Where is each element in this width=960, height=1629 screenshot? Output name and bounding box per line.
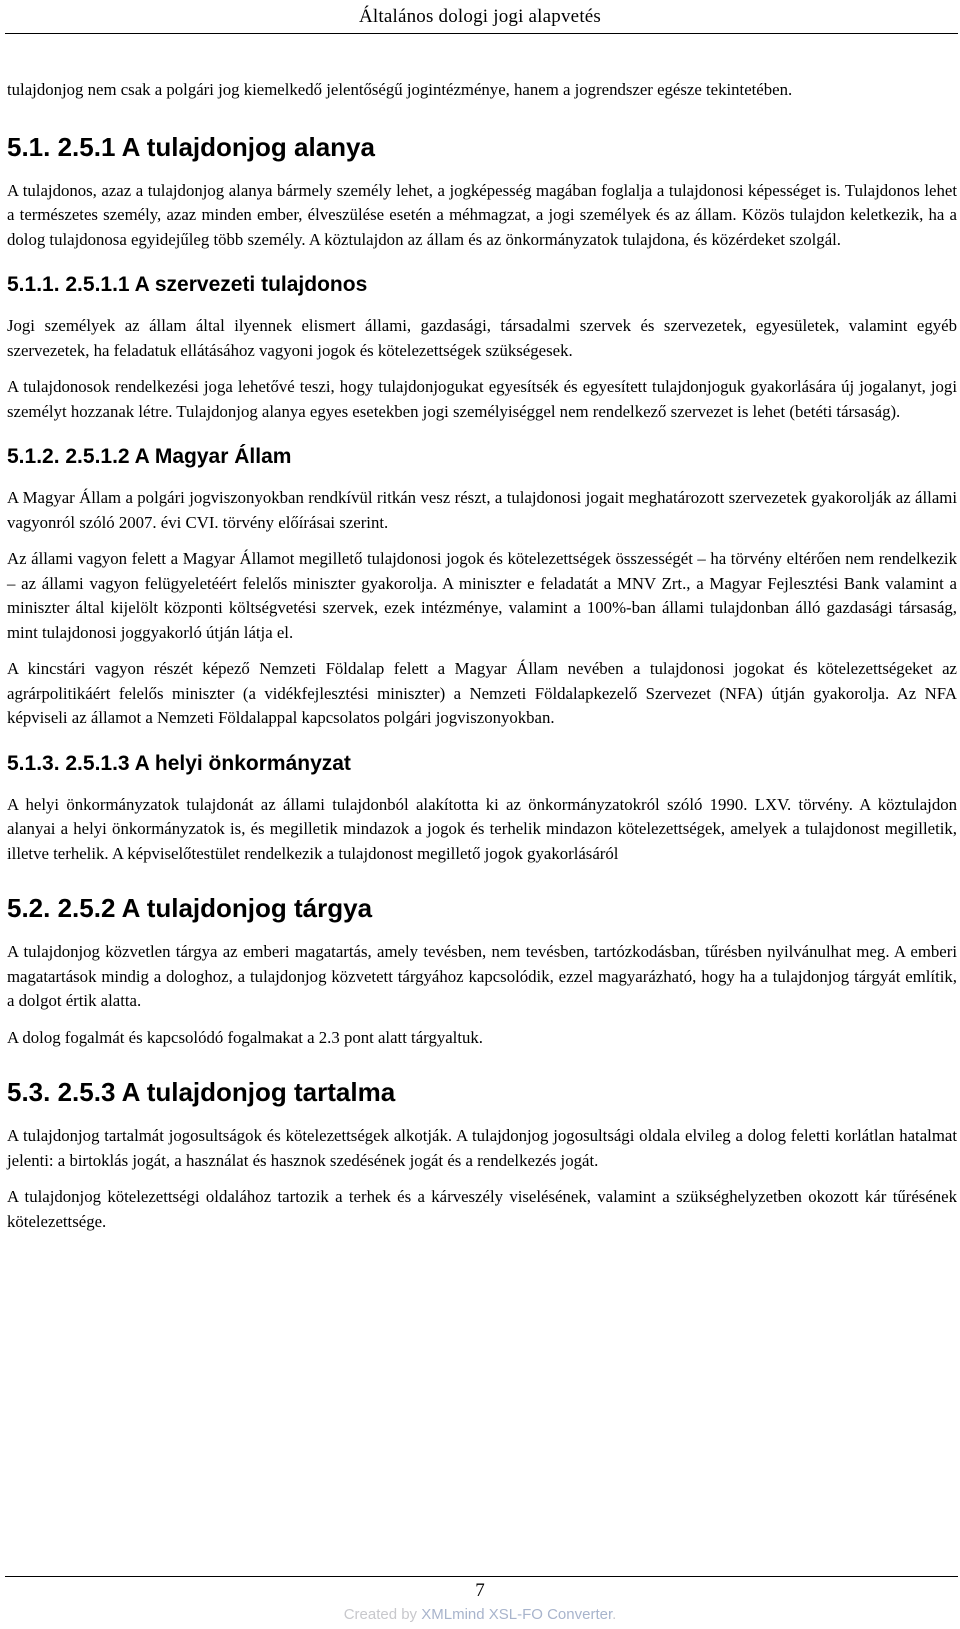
watermark-prefix: Created by: [343, 1606, 422, 1623]
watermark-brand: XMLmind XSL-FO Converter: [421, 1606, 613, 1623]
subsection-heading-helyi-onkormanyzat: 5.1.3. 2.5.1.3 A helyi önkormányzat: [7, 751, 351, 775]
converter-watermark: [0, 1606, 960, 1624]
paragraph: A Magyar Állam a polgári jogviszonyokban rendkívül ritkán vesz részt, a tulajdonosi jogait meghatározott szervezetek gyakorolják az állami vagyonról szóló 2007. évi CVI. törvény előírásai szerint.: [7, 488, 957, 532]
paragraph: Jogi személyek az állam által ilyennek elismert állami, gazdasági, társadalmi szervek és szervezetek, egyesületek, valamint egyéb szervezetek, ha feladatuk ellátásához vagyoni jogok és kötelezettségek szükségesek.: [7, 316, 957, 360]
page-number: 7: [475, 1580, 485, 1601]
paragraph: A tulajdonjog tartalmát jogosultságok és kötelezettségek alkotják. A tulajdonjog jogosultsági oldala elvileg a dolog feletti korlátlan hatalmat jelenti: a birtoklás jogát, a használat és hasznok szedésének jogát és a rendelkezés jogát.: [7, 1126, 957, 1170]
section-heading-tulajdonjog-targya: 5.2. 2.5.2 A tulajdonjog tárgya: [7, 893, 373, 923]
document-body: [7, 78, 957, 1246]
paragraph: Az állami vagyon felett a Magyar Államot megillető tulajdonosi jogok és kötelezettségek összességét – ha törvény eltérően nem rendelkezik – az állami vagyon felügyeletéért felelős miniszter gyakorolja. A miniszter e feladatát a MNV Zrt., a Magyar Fejlesztési Bank valamint a miniszter által kijelölt központi költségvetési szervek, ezek intézménye, valamint a 100%-ban állami tulajdonban álló gazdasági társaság, mint tulajdonosi joggyakorló útján látja el.: [7, 549, 957, 642]
footer-divider: [5, 1576, 958, 1577]
paragraph: A tulajdonos, azaz a tulajdonjog alanya bármely személy lehet, a jogképesség magában foglalja a tulajdonosi képességet is. Tulajdonos lehet a természetes személy, azaz minden ember, élveszülése esetén a méhmagzat, a jogi személyek és az állam. Közös tulajdon keletkezik, ha a dolog tulajdonosa egyidejűleg több személy. A köztulajdon az állam és az önkormányzatok tulajdona, és közérdeket szolgál.: [7, 180, 957, 249]
section-heading-tulajdonjog-tartalma: 5.3. 2.5.3 A tulajdonjog tartalma: [7, 1077, 396, 1107]
paragraph: A helyi önkormányzatok tulajdonát az állami tulajdonból alakította ki az önkormányzatokról szóló 1990. LXV. törvény. A köztulajdon alanyai a helyi önkormányzatok is, és megilletik mindazok a jogok és terhelik mindazon kötelezettségek, amelyek a tulajdonost megilletik, illetve terhelik. A képviselőtestület rendelkezik a tulajdonost megillető jogok gyakorlásáról: [7, 794, 957, 863]
subsection-heading-szervezeti-tulajdonos: 5.1.1. 2.5.1.1 A szervezeti tulajdonos: [7, 273, 368, 296]
paragraph: A tulajdonjog közvetlen tárgya az emberi magatartás, amely tevésben, nem tevésben, tartózkodásban, tűrésben nyilvánulhat meg. A emberi magatartások mindig a dologhoz, a tulajdonjog közvetett tárgyához kapcsolódik, ezzel magyarázható, hogy ha a tulajdonjog tárgyát említik, a dolgot értik alatta.: [7, 942, 957, 1010]
intro-paragraph: tulajdonjog nem csak a polgári jog kiemelkedő jelentőségű jogintézménye, hanem a jogrendszer egésze tekintetében.: [7, 80, 793, 99]
paragraph: A tulajdonosok rendelkezési joga lehetővé teszi, hogy tulajdonjogukat egyesítsék és egyesített tulajdonjoguk gyakorlására új jogalanyt, jogi személyt hozzanak létre. Tulajdonjog alanya egyes esetekben jogi személyiséggel nem rendelkező szervezet is lehet (betéti társaság).: [7, 377, 957, 421]
subsection-heading-magyar-allam: 5.1.2. 2.5.1.2 A Magyar Állam: [7, 445, 292, 468]
running-header: Általános dologi jogi alapvetés: [358, 6, 602, 27]
watermark-suffix: .: [612, 1606, 617, 1623]
paragraph: A dolog fogalmát és kapcsolódó fogalmakat a 2.3 pont alatt tárgyaltuk.: [7, 1027, 483, 1047]
paragraph: A kincstári vagyon részét képező Nemzeti Földalap felett a Magyar Állam nevében a tulajdonosi jogokat és kötelezettségeket az agrárpolitikáért felelős miniszter (a vidékfejlesztési miniszter) a Nemzeti Földalapkezelő Szervezet (NFA) útján gyakorolja. Az NFA képviseli az államot a Nemzeti Földalappal kapcsolatos polgári jogviszonyokban.: [7, 659, 957, 727]
paragraph: A tulajdonjog kötelezettségi oldalához tartozik a terhek és a kárveszély viselésének, valamint a szükséghelyzetben okozott kár tűrésének kötelezettsége.: [7, 1187, 957, 1231]
header-divider: [5, 33, 958, 34]
section-heading-tulajdonjog-alanya: 5.1. 2.5.1 A tulajdonjog alanya: [7, 131, 375, 162]
